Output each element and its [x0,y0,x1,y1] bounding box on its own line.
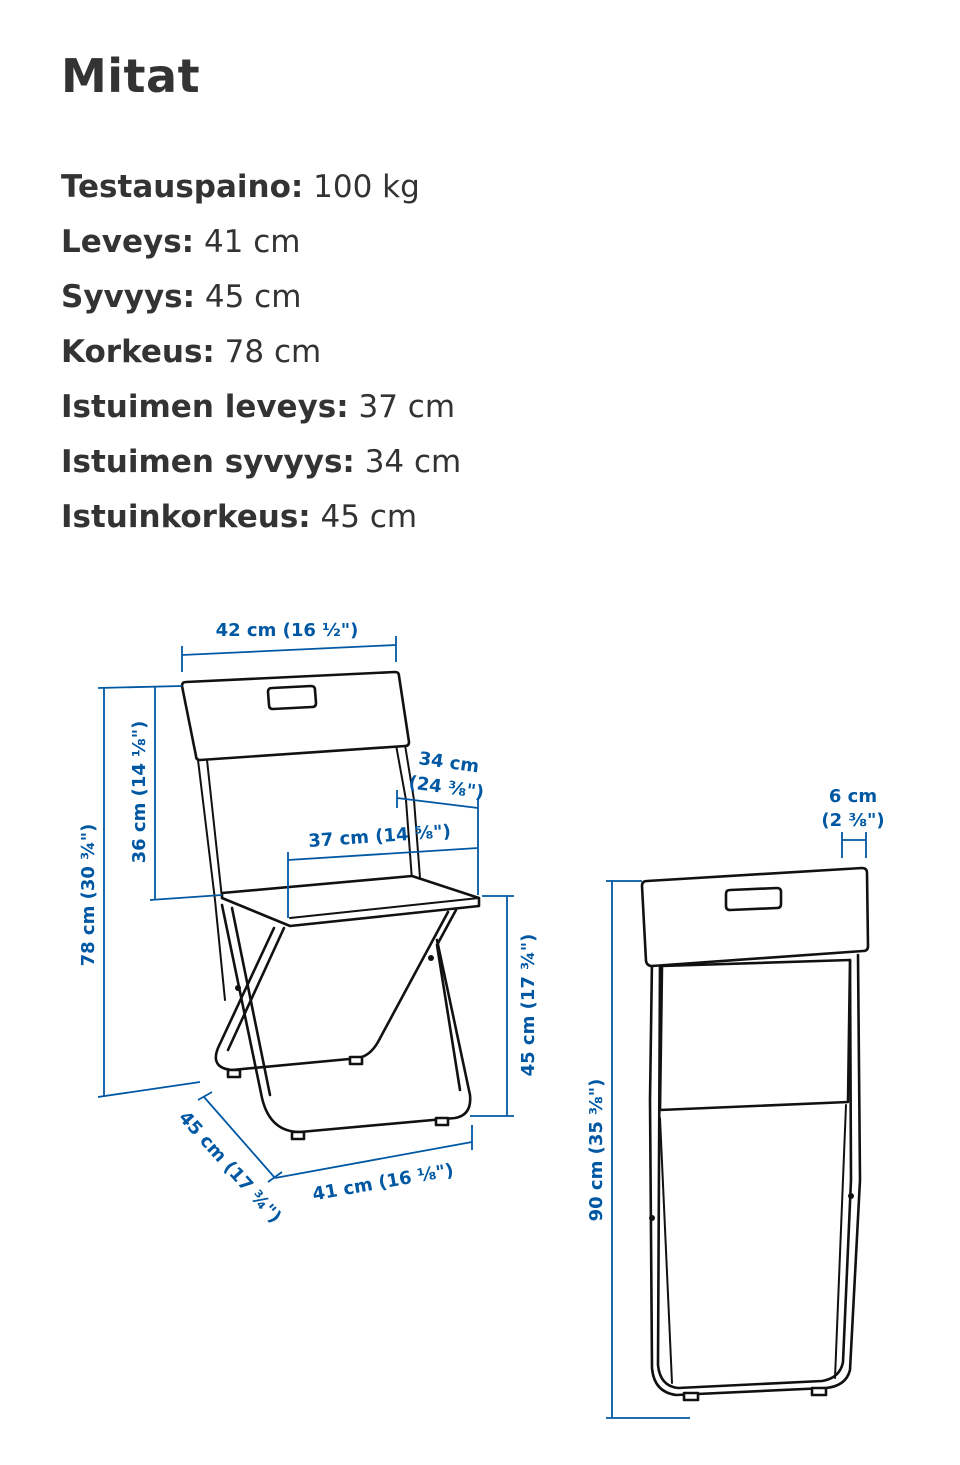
spec-width [61,215,461,270]
spec-label: Korkeus: [61,334,215,370]
spec-label: Testauspaino: [61,169,304,205]
open-chair-hinge [235,985,241,991]
spec-value: 45 cm [204,279,302,315]
open-chair-foot [228,1070,240,1077]
open-chair-leg-cross [358,912,448,1058]
spec-value: 34 cm [364,444,462,480]
dimension-diagram [0,590,960,1460]
open-chair-seat [222,876,479,926]
spec-seat-depth [61,435,461,490]
spec-label: Istuinkorkeus: [61,499,311,535]
dim-tick [98,1082,200,1097]
open-chair-back-frame [207,760,222,898]
folded-chair-backrest [642,868,868,966]
spec-label: Syvyys: [61,279,196,315]
folded-chair-handle [726,888,781,910]
label-thickness-2: (2 ⅜") [821,810,885,831]
open-chair-foot [292,1132,304,1139]
open-chair-drawing [182,672,479,1139]
page-title: Mitat [61,49,201,103]
label-backrest-height: 36 cm (14 ⅛") [129,720,150,864]
label-backrest-width: 42 cm (16 ½") [215,620,359,641]
label-seat-depth-2: (24 ⅜") [407,772,486,804]
label-thickness-1: 6 cm [828,786,878,807]
spec-value: 100 kg [313,169,420,205]
open-chair-foot [350,1057,362,1064]
spec-value: 37 cm [358,389,456,425]
spec-test-weight [61,160,461,215]
spec-seat-height [61,490,461,545]
spec-label: Istuimen leveys: [61,389,349,425]
label-seat-depth-1: 34 cm [417,748,481,778]
label-width: 41 cm (16 ⅛") [310,1159,456,1206]
spec-seat-width [61,380,461,435]
folded-chair-foot [684,1393,698,1400]
dimensions-list [61,160,461,545]
spec-value: 45 cm [320,499,418,535]
spec-value: 41 cm [203,224,301,260]
open-chair-foot [436,1118,448,1125]
open-chair-backrest [182,672,409,760]
spec-height [61,325,461,380]
label-seat-height: 45 cm (17 ¾") [518,933,539,1077]
folded-chair-foot [812,1388,826,1395]
folded-chair-hinge [649,1215,655,1221]
spec-depth [61,270,461,325]
folded-chair-drawing [642,868,868,1400]
label-depth: 45 cm (17 ¾") [174,1107,286,1228]
open-chair-hinge [428,955,434,961]
open-chair-leg-front [216,928,360,1070]
spec-label: Istuimen syvyys: [61,444,355,480]
dim-tick [98,686,182,688]
folded-chair-leg [660,1118,672,1383]
folded-chair-seat [660,960,850,1110]
label-seat-width: 37 cm (14 ⅝") [307,821,452,852]
open-chair-back-frame [396,745,412,880]
dim-line-backrest-width [182,645,396,655]
spec-label: Leveys: [61,224,195,260]
dim-tick [150,895,222,900]
label-total-height: 78 cm (30 ¾") [78,823,99,967]
spec-value: 78 cm [224,334,322,370]
open-chair-handle [268,686,316,709]
label-folded-height: 90 cm (35 ⅜") [586,1078,607,1222]
folded-chair-hinge [848,1193,854,1199]
